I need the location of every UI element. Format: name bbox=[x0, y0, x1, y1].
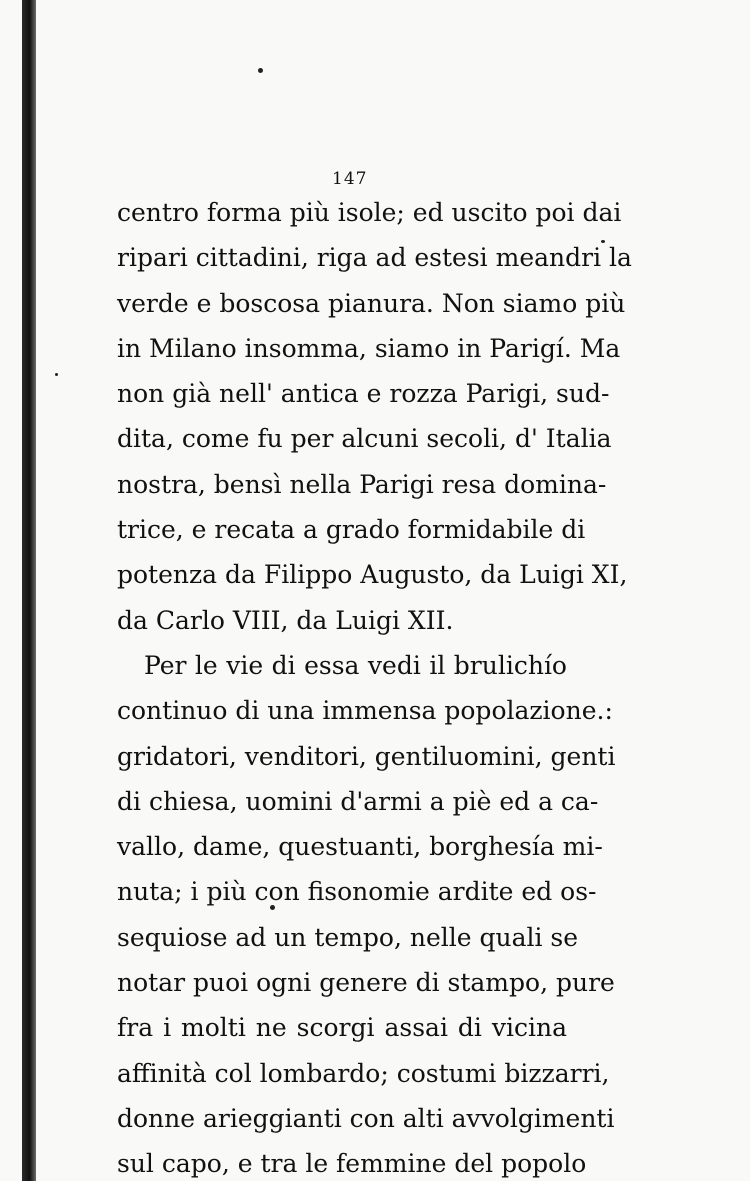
text-line: affinità col lombardo; costumi bizzarri, bbox=[117, 1058, 610, 1088]
body-text bbox=[117, 190, 632, 1181]
text-line: nuta; i più con fisonomie ardite ed os- bbox=[117, 877, 597, 907]
page-number: 147 bbox=[332, 169, 368, 189]
text-line: di chiesa, uomini d'armi a piè ed a ca- bbox=[117, 786, 599, 816]
text-line: potenza da Filippo Augusto, da Luigi XI, bbox=[117, 560, 628, 590]
text-line: fra i molti ne scorgi assai di vicina bbox=[117, 1013, 567, 1043]
binding-edge bbox=[22, 0, 36, 1181]
text-line: sul capo, e tra le femmine del popolo bbox=[117, 1149, 587, 1179]
text-line: dita, come fu per alcuni secoli, d' Italia bbox=[117, 424, 612, 454]
paragraph-first-line: Per le vie di essa vedi il brulichío bbox=[144, 650, 567, 680]
text-line: verde e boscosa pianura. Non siamo più bbox=[117, 288, 626, 318]
text-line: non già nell' antica e rozza Parigi, sud- bbox=[117, 379, 610, 409]
text-line: centro forma più isole; ed uscito poi dai bbox=[117, 198, 622, 227]
ink-speck bbox=[55, 373, 58, 376]
text-line: gridatori, venditori, gentiluomini, genti bbox=[117, 741, 616, 771]
text-line: sequiose ad un tempo, nelle quali se bbox=[117, 922, 579, 952]
text-line: continuo di una immensa popolazione.: bbox=[117, 696, 613, 726]
text-line: donne arieggianti con alti avvolgimenti bbox=[117, 1103, 615, 1133]
text-line: vallo, dame, questuanti, borghesía mi- bbox=[117, 832, 603, 862]
text-line: trice, e recata a grado formidabile di bbox=[117, 515, 586, 545]
ink-speck bbox=[258, 68, 263, 73]
text-line: in Milano insomma, siamo in Parigí. Ma bbox=[117, 333, 621, 363]
text-line: da Carlo VIII, da Luigi XII. bbox=[117, 605, 454, 635]
text-line: nostra, bensì nella Parigi resa domina- bbox=[117, 469, 607, 499]
text-line: notar puoi ogni genere di stampo, pure bbox=[117, 968, 615, 998]
text-line: ripari cittadini, riga ad estesi meandri la bbox=[117, 243, 632, 273]
